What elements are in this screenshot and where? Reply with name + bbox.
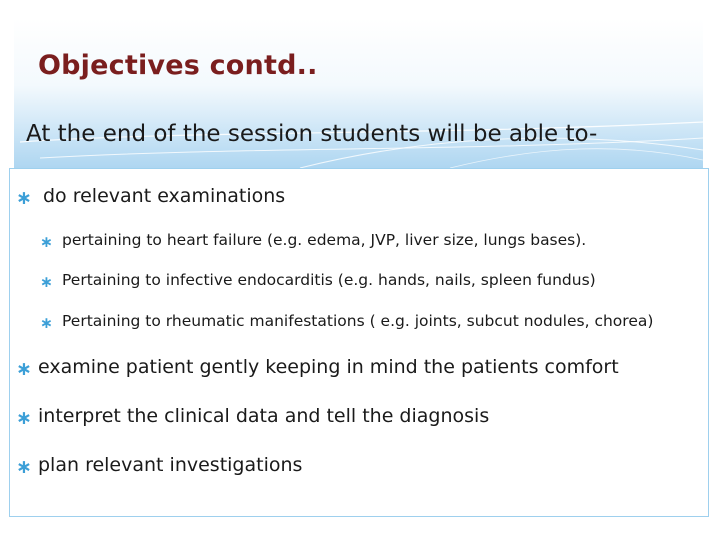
bullet-icon: ∗: [40, 314, 53, 332]
list-item: Pertaining to rheumatic manifestations ( e.g. joints, subcut nodules, chorea): [62, 312, 654, 330]
list-item: plan relevant investigations: [38, 454, 303, 476]
bullet-icon: ∗: [16, 187, 32, 209]
list-item: interpret the clinical data and tell the diagnosis: [38, 405, 490, 427]
bullet-icon: ∗: [40, 273, 53, 291]
slide-title: Objectives contd..: [38, 50, 318, 81]
list-item: Pertaining to infective endocarditis (e.g. hands, nails, spleen fundus): [62, 271, 596, 289]
bullet-icon: ∗: [16, 456, 32, 478]
slide-header: [0, 18, 703, 168]
slide-subtitle: At the end of the session students will be able to-: [26, 121, 598, 147]
bullet-icon: ∗: [16, 407, 32, 429]
list-item: pertaining to heart failure (e.g. edema, JVP, liver size, lungs bases).: [62, 231, 587, 249]
bullet-icon: ∗: [16, 358, 32, 380]
list-item: examine patient gently keeping in mind the patients comfort: [38, 356, 619, 378]
bullet-icon: ∗: [40, 233, 53, 251]
list-item: do relevant examinations: [43, 185, 286, 207]
